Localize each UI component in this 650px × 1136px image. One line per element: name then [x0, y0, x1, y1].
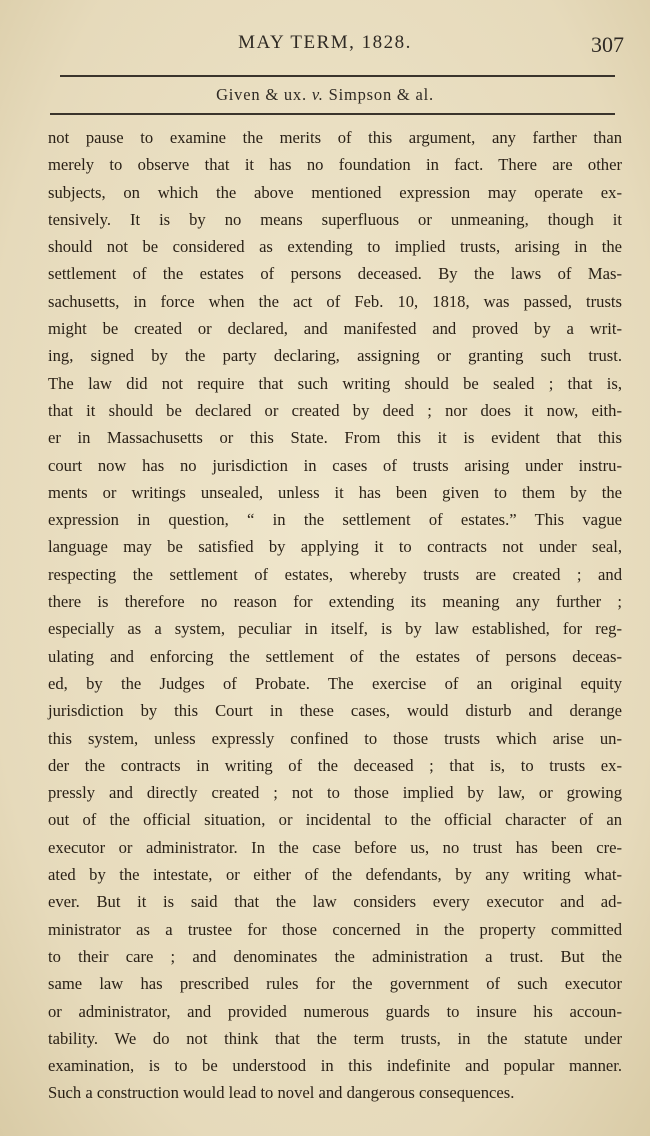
text-line: merely to observe that it has no foundation in fact. There are other: [48, 155, 622, 175]
page-number: 307: [591, 32, 624, 57]
running-title: MAY TERM, 1828.: [238, 32, 412, 53]
text-line: same law has prescribed rules for the government of such executor: [48, 974, 622, 994]
text-line: settlement of the estates of persons deceased. By the laws of Mas-: [48, 264, 622, 284]
text-line: to their care ; and denominates the administration a trust. But the: [48, 946, 622, 966]
caption-versus: v.: [311, 85, 324, 104]
text-line: er in Massachusetts or this State. From this it is evident that this: [48, 428, 622, 448]
text-line: especially as a system, peculiar in itself, is by law established, for reg-: [48, 619, 622, 639]
text-line: tability. We do not think that the term trusts, in the statute under: [48, 1028, 622, 1048]
text-line: The law did not require that such writing should be sealed ; that is,: [48, 373, 622, 393]
text-line: not pause to examine the merits of this argument, any farther than: [48, 128, 622, 147]
text-line: that it should be declared or created by deed ; nor does it now, eith-: [48, 400, 622, 420]
text-line: tensively. It is by no means superfluous or unmeaning, though it: [48, 209, 622, 229]
text-line: der the contracts in writing of the deceased ; that is, to trusts ex-: [48, 755, 622, 775]
text-line: expression in question, “ in the settlement of estates.” This vague: [48, 510, 622, 530]
caption-plaintiff: Given & ux.: [216, 85, 307, 104]
caption-defendant: Simpson & al.: [328, 85, 434, 104]
case-caption: [0, 85, 650, 105]
text-line: or administrator, and provided numerous guards to insure his accoun-: [48, 1001, 622, 1021]
text-line: out of the official situation, or incidental to the official character of an: [48, 810, 622, 830]
running-head: [0, 30, 650, 60]
text-line: sachusetts, in force when the act of Feb. 10, 1818, was passed, trusts: [48, 291, 622, 311]
text-line: ments or writings unsealed, unless it has been given to them by the: [48, 482, 622, 502]
text-line: court now has no jurisdiction in cases of trusts arising under instru-: [48, 455, 622, 475]
bottom-rule: [50, 113, 615, 115]
text-line: respecting the settlement of estates, whereby trusts are created ; and: [48, 564, 622, 584]
text-line: subjects, on which the above mentioned expression may operate ex-: [48, 182, 622, 202]
text-line: ministrator as a trustee for those concerned in the property committed: [48, 919, 622, 939]
text-line: pressly and directly created ; not to those implied by law, or growing: [48, 783, 622, 803]
text-line: language may be satisfied by applying it to contracts not under seal,: [48, 537, 622, 557]
text-line: Such a construction would lead to novel and dangerous consequences.: [48, 1083, 515, 1103]
text-line: examination, is to be understood in this indefinite and popular manner.: [48, 1056, 622, 1076]
text-line: ulating and enforcing the settlement of the estates of persons deceas-: [48, 646, 622, 666]
text-line: jurisdiction by this Court in these cases, would disturb and derange: [48, 701, 622, 721]
text-line: executor or administrator. In the case before us, no trust has been cre-: [48, 837, 622, 857]
text-line: ever. But it is said that the law considers every executor and ad-: [48, 892, 622, 912]
text-line: might be created or declared, and manifested and proved by a writ-: [48, 319, 622, 339]
text-line: ing, signed by the party declaring, assigning or granting such trust.: [48, 346, 622, 366]
text-line: should not be considered as extending to implied trusts, arising in the: [48, 237, 622, 257]
text-line: ed, by the Judges of Probate. The exercise of an original equity: [48, 673, 622, 693]
text-line: there is therefore no reason for extending its meaning any further ;: [48, 592, 622, 612]
top-rule: [60, 75, 615, 77]
body-text: [48, 124, 622, 1107]
text-line: ated by the intestate, or either of the defendants, by any writing what-: [48, 865, 622, 885]
text-line: this system, unless expressly confined to those trusts which arise un-: [48, 728, 622, 748]
